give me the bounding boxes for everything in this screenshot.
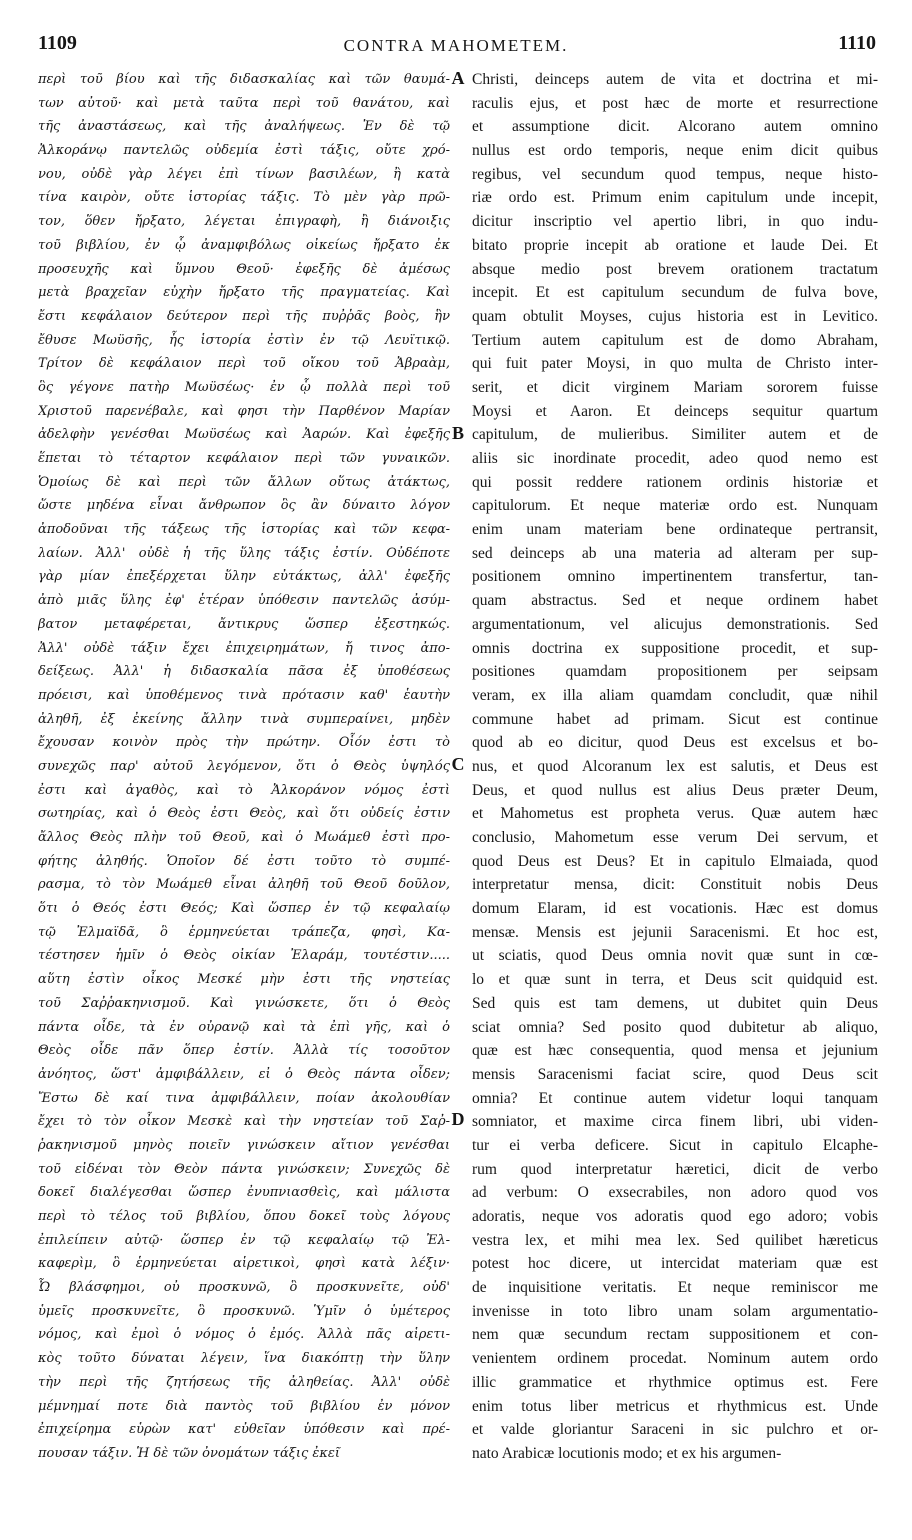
greek-text-line: Ἀλκοράνῳ παντελῶς οὐδεμία ἐστὶ τάξις, οὔτε χρό- [38, 143, 450, 159]
greek-text-line: μέμνημαί ποτε διὰ παντὸς τοῦ βιβλίου ἐν μόνον [38, 1398, 450, 1414]
greek-text-line: Θεὸς οἶδε πᾶν ὅπερ ἐστίν. Ἀλλὰ τίς τοσοῦτον [38, 1043, 450, 1059]
greek-text-line: φήτης ἀληθής. Ὁποῖον δέ ἐστι τοῦτο τὸ συμπέ- [38, 853, 450, 869]
greek-text-line: τῆς ἀναστάσεως, καὶ τῆς ἀναλήψεως. Ἐν δὲ τῷ [38, 119, 450, 135]
greek-text-line: ἀδελφὴν γενέσθαι Μωϋσέως καὶ Ἀαρών. Καὶ ἐφεξῆς [38, 427, 450, 443]
latin-text-line: veram, ex illa aliam quamdam concludit, quæ nihil [472, 686, 878, 704]
greek-text-line: Χριστοῦ παρενέβαλε, καὶ φησι τὴν Παρθένον Μαρίαν [38, 403, 450, 419]
greek-column [38, 68, 450, 1466]
greek-text-line: ἐπιλείπειν αὐτῷ· ὥσπερ ἐν τῷ κεφαλαίῳ τῷ Ἐλ- [38, 1232, 450, 1248]
latin-text-line: mensæ. Mensis est jejunii Saracenismi. Et hoc est, [472, 923, 878, 941]
greek-text-line: πουσαν τάξιν. Ἡ δὲ τῶν ὀνομάτων τάξις ἐκεῖ [38, 1445, 340, 1461]
greek-text-line: Ὁμοίως δὲ καὶ περὶ τῶν ἄλλων οὕτως ἀτάκτως, [38, 474, 450, 490]
greek-text-line: ρασμα, τὸ τὸν Μωάμεθ εἶναι ἀληθῆ τοῦ Θεοῦ δοῦλον, [38, 877, 450, 893]
latin-text-line: regibus, vel secundum quod tempus, neque histo- [472, 165, 878, 183]
greek-text-line: πάντα οἶδε, τὰ ἐν οὐρανῷ καὶ τὰ ἐπὶ γῆς, καὶ ὁ [38, 1019, 450, 1035]
greek-text-line: λαίων. Ἀλλ' οὐδὲ ἡ τῆς ὕλης τάξις ἐστίν. Οὐδέποτε [38, 545, 450, 561]
greek-text-line: τον, ὅθεν ἤρξατο, λέγεται ἐπιγραφὴ, ἢ διάνοιξις [38, 214, 450, 230]
latin-text-line: capitulum, de mulieribus. Similiter autem et de [472, 426, 878, 444]
latin-text-line: qui possit reddere rationem ordinis historiæ et [472, 473, 878, 491]
page-header [0, 30, 912, 60]
latin-text-line: de inquisitione veritatis. Et neque reminiscor me [472, 1279, 878, 1297]
latin-text-line: sed deinceps ab una materia ad alteram per sup- [472, 544, 878, 562]
latin-text-line: adoratis, neque vos adoratis quod ego adoro; vobis [472, 1208, 878, 1225]
latin-text-line: ad verbum: O exsecrabiles, non adoro quod vos [472, 1184, 878, 1202]
latin-text-line: somniator, et maxime circa finem libri, ubi viden- [472, 1113, 878, 1131]
greek-text-line: ὃς γέγονε πατὴρ Μωϋσέως· ἐν ᾧ πολλὰ περὶ τοῦ [38, 379, 450, 395]
greek-text-line: ἄλλος Θεὸς πλὴν τοῦ Θεοῦ, καὶ ὁ Μωάμεθ ἐστὶ προ- [38, 830, 450, 845]
latin-text-line: ut sciatis, quod Deus omnia novit quæ sunt in cœ- [472, 947, 878, 965]
latin-text-line: vestra lex, et mihi mea lex. Sed quilibet hæreticus [472, 1231, 878, 1249]
margin-letter-b: B [451, 423, 464, 443]
greek-text-line: ἀνόητος, ὥστ' ἀμφιβάλλειν, εἰ ὁ Θεὸς πάντα οἶδεν; [38, 1066, 450, 1082]
greek-text-line: καφερὶμ, ὃ ἑρμηνεύεται αἱρετικοὶ, φησὶ κατὰ λέξιν· [38, 1256, 450, 1272]
latin-text-line: nem quæ secundum rectam suppositionem et con- [472, 1326, 878, 1344]
latin-text-line: enim totus liber metricus et rhythmicus est. Unde [472, 1397, 878, 1415]
margin-letter-d: D [451, 1109, 465, 1129]
latin-text-line: nus, et quod Alcoranum lex est salutis, et Deus est [472, 757, 878, 775]
greek-text-line: νόμος, καὶ ἐμοὶ ὁ νόμος ὁ ἐμός. Ἀλλὰ πᾶς αἱρετι- [38, 1327, 450, 1343]
greek-text-line: των αὐτοῦ· καὶ μετὰ ταῦτα περὶ τοῦ θανάτου, καὶ [38, 95, 450, 111]
latin-text-line: lo et quæ sunt in terra, et Deus scit quidquid est. [472, 971, 878, 989]
greek-text-line: ὥστε μηδένα εἶναι ἄνθρωπον ὃς ἂν δύναιτο λόγον [38, 498, 450, 514]
latin-text-line: omnis doctrina ex suppositione procedit, et sup- [472, 639, 878, 657]
greek-text-line: τέστησεν ἡμῖν ὁ Θεὸς οἰκίαν Ἐλαράμ, τουτέστιν..... [38, 948, 450, 964]
latin-text-line: venientem ordinem procedat. Nominum autem ordo [472, 1350, 878, 1368]
greek-text-line: ἔστι κεφάλαιον δεύτερον περὶ τῆς πυῤῥᾶς βοὸς, ἣν [38, 308, 450, 324]
latin-text-line: Moysi et Aaron. Et deinceps sequitur quartum [472, 402, 878, 420]
latin-text-line: Sed quis est tam demens, ut dubitet quin Deus [472, 994, 878, 1012]
greek-text-line: Ἀλλ' οὐδὲ τάξιν ἔχει ἐπιχειρημάτων, ἤ τινος ἀπο- [38, 640, 450, 656]
greek-text-line: Ὦ βλάσφημοι, οὐ προσκυνῶ, ὃ προσκυνεῖτε, οὐδ' [38, 1280, 450, 1296]
latin-text-line: Deus, et quod nullus est alius Deus præter Deum, [472, 781, 878, 799]
latin-text-line: capitulorum. Et neque materiæ ordo est. Nunquam [472, 497, 878, 515]
running-title: CONTRA MAHOMETEM. [343, 36, 569, 55]
greek-text-line: νου, οὐδὲ γὰρ λέγει ἐπὶ τίνων βασιλέων, ἢ κατὰ [38, 166, 450, 182]
latin-text-line: aliis sic inordinate procedit, adeo quod nemo est [472, 450, 878, 467]
greek-text-line: βατον μεταφέρεται, ἄντικρυς ὥσπερ ἐξεστηκώς. [38, 616, 450, 632]
latin-text-line: interpretatur mensa, dicit: Constituit nobis Deus [472, 876, 878, 894]
greek-text-line: ἔχουσαν κοινὸν πρὸς τὴν πρώτην. Οἷόν ἐστι τὸ [38, 735, 450, 751]
margin-letter-a: A [451, 68, 465, 88]
greek-text-line: ὅτι ὁ Θεός ἐστι Θεός; Καὶ ὥσπερ ἐν τῷ κεφαλαίῳ [38, 901, 450, 917]
latin-text-line: enim unam materiam bene ordinateque pertransit, [472, 521, 878, 539]
latin-text-line: qui fuit pater Moysi, in quo multa de Christo inter- [472, 355, 878, 373]
greek-text-line: τοῦ εἰδέναι τὸν Θεὸν πάντα γινώσκειν; Συνεχῶς δὲ [38, 1161, 450, 1177]
latin-text-line: sciat omnia? Sed posito quod dubitetur ab aliquo, [472, 1018, 878, 1036]
margin-letter-c: C [451, 754, 465, 774]
latin-text-line: et valde gloriantur Saraceni in sic pulchro et or- [472, 1421, 878, 1439]
latin-text-line: quam abstractus. Sed et neque ordinem habet [472, 592, 878, 610]
greek-text-line: ἀπὸ μιᾶς ὕλης ἐφ' ἑτέραν ὑπόθεσιν παντελῶς ἀσύμ- [38, 593, 450, 609]
greek-text-line: ἐπιχείρημα εὑρὼν κατ' εὐθεῖαν ὑπόθεσιν καὶ πρέ- [38, 1422, 450, 1438]
latin-text-line: serit, et dicit virginem Mariam sororem fuisse [472, 378, 878, 396]
greek-text-line: δείξεως. Ἀλλ' ἡ διδασκαλία πᾶσα ἐξ ὑποθέσεως [38, 664, 450, 680]
greek-text-line: τοῦ Σαῤῥακηνισμοῦ. Καὶ γινώσκετε, ὅτι ὁ Θεὸς [38, 995, 450, 1011]
greek-text-line: αὕτη ἐστὶν οἶκος Μεσκέ μὴν ἐστι τῆς νηστείας [38, 972, 450, 988]
greek-text-line: πρόεισι, καὶ ὑποθέμενος τινὰ πρότασιν καθ' ἑαυτὴν [38, 687, 450, 703]
greek-text-line: περὶ τὸ τέλος τοῦ βιβλίου, ὅπου δοκεῖ τοὺς λόγους [38, 1209, 450, 1224]
latin-text-line: quæ est hæc consequentia, quod mensa et jejunium [472, 1042, 878, 1060]
latin-text-line: quod Deus est Deus? Et in capitulo Elmaiada, quod [472, 852, 878, 870]
latin-column [472, 68, 878, 1466]
greek-text-line: ἔχει τὸ τὸν οἶκον Μεσκὲ καὶ τὴν νηστείαν τοῦ Σαῤ- [38, 1114, 450, 1130]
latin-text-line: invenisse in toto libro unam solam argumentatio- [472, 1302, 878, 1320]
latin-text-line: et assumptione dicit. Alcorano autem omnino [472, 118, 878, 136]
latin-text-line: nullus est ordo temporis, neque enim dicit quibus [472, 142, 878, 160]
latin-text-line: conclusio, Mahometum esse verum Dei servum, et [472, 829, 878, 846]
greek-text-line: ἕπεται τὸ τέταρτον κεφάλαιον περὶ τῶν γυναικῶν. [38, 451, 450, 466]
latin-text-line: argumentationum, vel alicujus demonstrationis. Sed [472, 615, 878, 633]
latin-text-line: tur ei verba deficere. Sicut in capitulo Elcaphe- [472, 1136, 878, 1154]
greek-text-line: Τρίτον δὲ κεφάλαιον περὶ τοῦ οἴκου τοῦ Ἀβραὰμ, [38, 356, 450, 372]
greek-text-line: περὶ τοῦ βίου καὶ τῆς διδασκαλίας καὶ τῶν θαυμά- [38, 72, 450, 87]
latin-text-line: positionem omnino impertinentem transfertur, tan- [472, 568, 878, 586]
latin-text-line: commune habet ad primam. Sicut est continue [472, 710, 878, 728]
latin-text-line: absque medio post brevem orationem tractatum [472, 260, 878, 278]
greek-text-line: τίνα καιρὸν, οὔτε ἱστορίας τάξις. Τὸ μὲν γὰρ πρῶ- [38, 190, 450, 206]
greek-text-line: σωτηρίας, καὶ ὁ Θεὸς ἐστι Θεὸς, καὶ ὅτι οὐδείς ἐστιν [38, 806, 450, 822]
latin-text-line: quod ab eo dicitur, quod Deus est excelsus et bo- [472, 734, 878, 752]
greek-text-line: ἀληθῆ, ἐξ ἐκείνης ἄλλην τινὰ συμπεραίνει, μηδὲν [38, 711, 450, 727]
latin-text-line: et Mahometus est propheta verus. Quæ autem hæc [472, 805, 878, 823]
latin-text-line: incepit. Et est capitulum secundum de fulva bove, [472, 284, 878, 302]
greek-text-line: τῷ Ἐλμαϊδᾶ, ὃ ἑρμηνεύεται τράπεζα, φησὶ, Κα- [38, 924, 450, 940]
latin-text-line: domum Elaram, id est vocationis. Hæc est domus [472, 900, 878, 918]
greek-text-line: κὸς τοῦτο δύναται λέγειν, ἵνα διακόπτῃ τὴν ὕλην [38, 1351, 450, 1367]
latin-text-line: raculis ejus, et post hæc de morte et resurrectione [472, 94, 878, 112]
latin-text-line: omnia? Et continue autem videtur loqui tanquam [472, 1089, 878, 1107]
latin-text-line: nato Arabicæ locutionis modo; et ex his argumen- [472, 1444, 782, 1462]
latin-text-line: dicitur inscriptio vel apertio libri, in quo indu- [472, 213, 878, 231]
greek-text-line: ἀποδοῦναι τῆς τάξεως τῆς ἱστορίας καὶ τῶν κεφα- [38, 522, 450, 538]
greek-text-line: Ἔστω δὲ καί τινα ἀμφιβάλλειν, ποίαν ἀκολουθίαν [38, 1090, 450, 1106]
greek-text-line: ὑμεῖς προσκυνεῖτε, ὃ προσκυνῶ. Ὑμῖν ὁ ὑμέτερος [38, 1303, 450, 1319]
latin-text-line: bitato proprie incepit ab oratione et laude Dei. Et [472, 236, 878, 254]
latin-text-line: rum quod interpretatur hæretici, dicit de verbo [472, 1160, 878, 1178]
latin-text-line: riæ ordo est. Primum enim capitulum unde incepit, [472, 189, 878, 207]
latin-text-line: illic grammatice et rhythmice optimus est. Fere [472, 1373, 878, 1391]
latin-text-line: mensis Saracenismi faciat scire, quod Deus scit [472, 1065, 878, 1083]
greek-text-line: τοῦ βιβλίου, ἐν ᾧ ἀναμφιβόλως οἰκείως ἤρξατο ἐκ [38, 237, 450, 253]
greek-text-line: γὰρ μίαν ἐπεξέρχεται ὕλην εὐτάκτως, ἀλλ' ἐφεξῆς [38, 569, 450, 585]
greek-text-line: ἔθυσε Μωϋσῆς, ἧς ἱστορία ἐστὶν ἐν τῷ Λευϊτικῷ. [38, 332, 450, 348]
greek-text-line: ἐστι καὶ ἀγαθὸς, καὶ τὸ Ἀλκοράνον νόμος ἐστὶ [38, 782, 450, 798]
greek-text-line: προσευχῆς καὶ ὕμνου Θεοῦ· ἐφεξῆς δὲ ἀμέσως [38, 261, 450, 277]
greek-text-line: τὴν περὶ τῆς ζητήσεως τῆς ἀληθείας. Ἀλλ' οὐδὲ [38, 1374, 450, 1390]
latin-text-line: Christi, deinceps autem de vita et doctrina et mi- [472, 71, 878, 88]
greek-text-line: δοκεῖ διαλέγεσθαι ὥσπερ ἐνυπνιασθεὶς, καὶ μάλιστα [38, 1185, 450, 1201]
page-number-right: 1110 [838, 32, 876, 54]
page-number-left: 1109 [38, 32, 77, 54]
latin-text-line: quam obtulit Moyses, cujus historia est in Levitico. [472, 307, 878, 325]
latin-text-line: Tertium autem capitulum est de domo Abraham, [472, 331, 878, 349]
latin-text-line: potest hoc dicere, ut intercidat materiam quæ est [472, 1255, 878, 1273]
greek-text-line: μετὰ βραχεῖαν εὐχὴν ἤρξατο τῆς πραγματείας. Καὶ [38, 285, 450, 301]
greek-text-line: συνεχῶς παρ' αὐτοῦ λεγόμενον, ὅτι ὁ Θεὸς ὑψηλός [38, 758, 450, 774]
greek-text-line: ῥακηνισμοῦ μηνὸς ποιεῖν γινώσκειν αἴτιον γενέσθαι [38, 1137, 450, 1153]
latin-text-line: positiones quamdam propositionem per seipsam [472, 663, 878, 681]
